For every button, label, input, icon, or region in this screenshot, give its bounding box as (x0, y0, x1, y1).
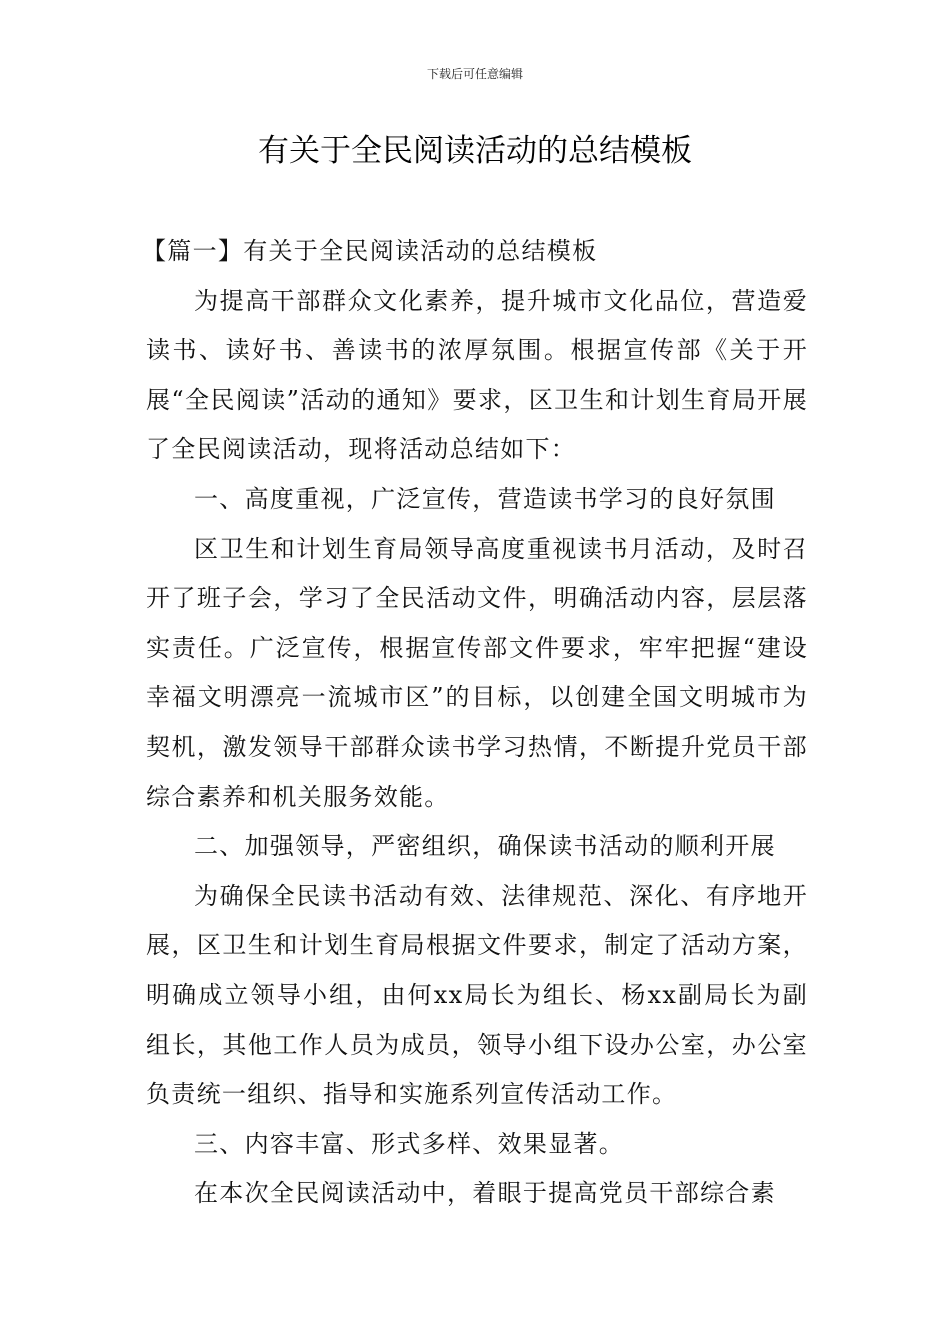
header-note: 下载后可任意编辑 (426, 67, 523, 81)
subheading-2: 二、加强领导，严密组织，确保读书活动的顺利开展 (194, 832, 776, 861)
paragraph-3: 在本次全民阅读活动中，着眼于提高党员干部综合素 (194, 1179, 776, 1208)
document-body (142, 227, 808, 1219)
document-title: 有关于全民阅读活动的总结模板 (258, 133, 692, 169)
paragraph-2: 为确保全民读书活动有效、法律规范、深化、有序地开展，区卫生和计划生育局根据文件要求，制定了活动方案，明确成立领导小组，由何xx局长为组长、杨xx副局长为副组长，其他工作人员为成员，领导小组下设办公室，办公室负责统一组织、指导和实施系列宣传活动工作。 (146, 881, 808, 1109)
section-heading: 【篇一】有关于全民阅读活动的总结模板 (142, 237, 598, 265)
subheading-3: 三、内容丰富、形式多样、效果显著。 (194, 1129, 625, 1158)
subheading-1: 一、高度重视，广泛宣传，营造读书学习的良好氛围 (194, 484, 776, 513)
paragraph-intro: 为提高干部群众文化素养，提升城市文化品位，营造爱读书、读好书、善读书的浓厚氛围。根据宣传部《关于开展“全民阅读”活动的通知》要求，区卫生和计划生育局开展了全民阅读活动，现将活动总结如下： (146, 286, 808, 464)
paragraph-1: 区卫生和计划生育局领导高度重视读书月活动，及时召开了班子会，学习了全民活动文件，明确活动内容，层层落实责任。广泛宣传，根据宣传部文件要求，牢牢把握“建设幸福文明漂亮一流城市区”的目标，以创建全国文明城市为契机，激发领导干部群众读书学习热情，不断提升党员干部综合素养和机关服务效能。 (146, 534, 808, 811)
